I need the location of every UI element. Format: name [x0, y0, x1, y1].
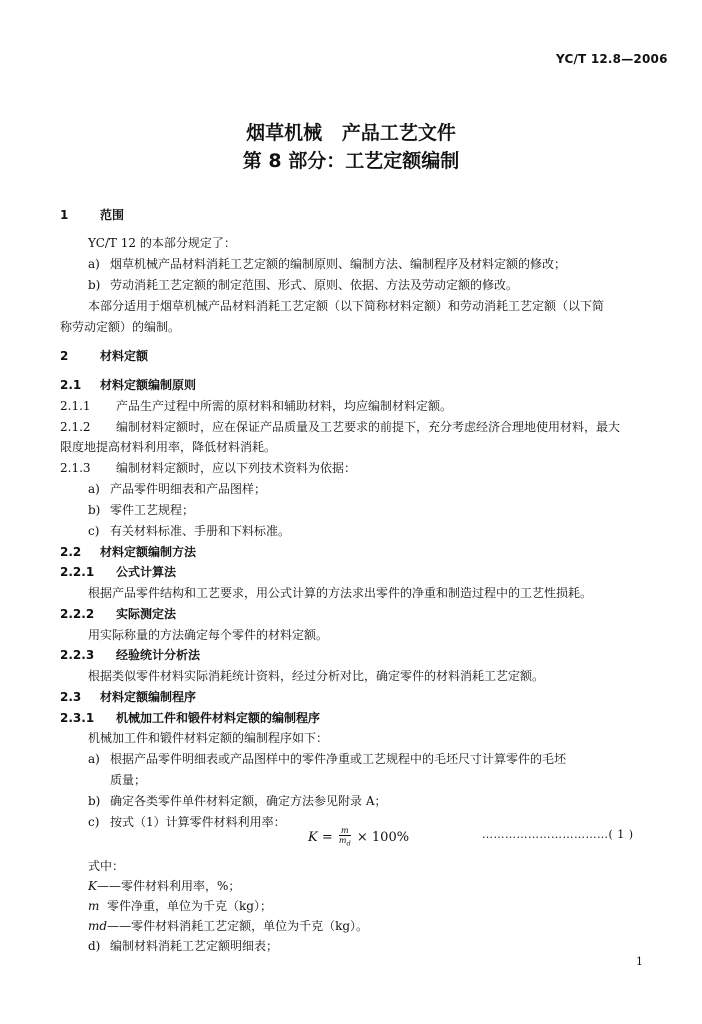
definition-m: m 零件净重，单位为千克（kg）；	[88, 899, 272, 913]
clause-2-3-1-heading: 2.3.1 机械加工件和锻件材料定额的编制程序	[60, 711, 321, 725]
clause-2-3-1-item-a: a) 根据产品零件明细表或产品图样中的零件净重或工艺规程中的毛坯尺寸计算零件的毛坯	[88, 752, 567, 766]
definition-k: K——零件材料利用率，%；	[88, 879, 241, 893]
clause-2-1-3-item-b: b) 零件工艺规程；	[88, 503, 195, 517]
clause-2-1-2: 2.1.2 编制材料定额时，应在保证产品质量及工艺要求的前提下，充分考虑经济合理地使用材料，最大	[60, 420, 621, 434]
section-1-paragraph-cont: 称劳动定额）的编制。	[60, 320, 181, 334]
clause-2-1-2-cont: 限度地提高材料利用率，降低材料消耗。	[60, 440, 277, 454]
section-2-3-heading: 2.3 材料定额编制程序	[60, 690, 197, 704]
section-2-heading: 2 材料定额	[60, 349, 149, 363]
clause-2-2-1-heading: 2.2.1 公式计算法	[60, 565, 177, 579]
formula-1: K = $\frac{m}{m_d}$ × 100%	[308, 826, 410, 848]
equation-number: ……………………………( 1 )	[482, 828, 634, 841]
clause-2-3-1-item-c: c) 按式（1）计算零件材料利用率：	[88, 815, 286, 829]
section-1-intro: YC/T 12 的本部分规定了：	[88, 236, 236, 250]
clause-2-2-2-heading: 2.2.2 实际测定法	[60, 607, 177, 621]
clause-2-3-1-item-a-cont: 质量；	[110, 773, 147, 787]
document-title-line-2: 第 8 部分：工艺定额编制	[242, 150, 460, 172]
section-1-item-a: a) 烟草机械产品材料消耗工艺定额的编制原则、编制方法、编制程序及材料定额的修改；	[88, 257, 567, 271]
where-label: 式中：	[88, 859, 125, 873]
clause-2-3-1-item-d: d) 编制材料消耗工艺定额明细表；	[88, 939, 279, 953]
clause-2-2-2-text: 用实际称量的方法确定每个零件的材料定额。	[88, 628, 329, 642]
section-2-2-heading: 2.2 材料定额编制方法	[60, 545, 197, 559]
clause-2-1-3-item-c: c) 有关材料标准、手册和下料标准。	[88, 524, 291, 538]
document-title-line-1: 烟草机械 产品工艺文件	[246, 122, 456, 144]
clause-2-1-3: 2.1.3 编制材料定额时，应以下列技术资料为依据：	[60, 461, 357, 475]
clause-2-2-3-text: 根据类似零件材料实际消耗统计资料，经过分析对比，确定零件的材料消耗工艺定额。	[88, 669, 545, 683]
clause-2-1-1: 2.1.1 产品生产过程中所需的原材料和辅助材料，均应编制材料定额。	[60, 399, 453, 413]
definition-md: md——零件材料消耗工艺定额，单位为千克（kg）。	[88, 919, 369, 933]
clause-2-2-1-text: 根据产品零件结构和工艺要求，用公式计算的方法求出零件的净重和制造过程中的工艺性损耗。	[88, 586, 593, 600]
clause-2-2-3-heading: 2.2.3 经验统计分析法	[60, 648, 201, 662]
section-1-heading: 1 范围	[60, 208, 125, 222]
clause-2-3-1-intro: 机械加工件和锻件材料定额的编制程序如下：	[88, 731, 329, 745]
standard-number: YC/T 12.8—2006	[556, 52, 668, 66]
clause-2-3-1-item-b: b) 确定各类零件单件材料定额，确定方法参见附录 A；	[88, 794, 387, 808]
clause-2-1-3-item-a: a) 产品零件明细表和产品图样；	[88, 482, 267, 496]
page-number: 1	[636, 955, 643, 968]
section-1-item-b: b) 劳动消耗工艺定额的制定范围、形式、原则、依据、方法及劳动定额的修改。	[88, 278, 519, 292]
section-1-paragraph: 本部分适用于烟草机械产品材料消耗工艺定额（以下简称材料定额）和劳动消耗工艺定额（以下简	[88, 299, 605, 313]
section-2-1-heading: 2.1 材料定额编制原则	[60, 378, 197, 392]
formula-fraction: $\frac{m}{m_d}$	[338, 826, 351, 848]
